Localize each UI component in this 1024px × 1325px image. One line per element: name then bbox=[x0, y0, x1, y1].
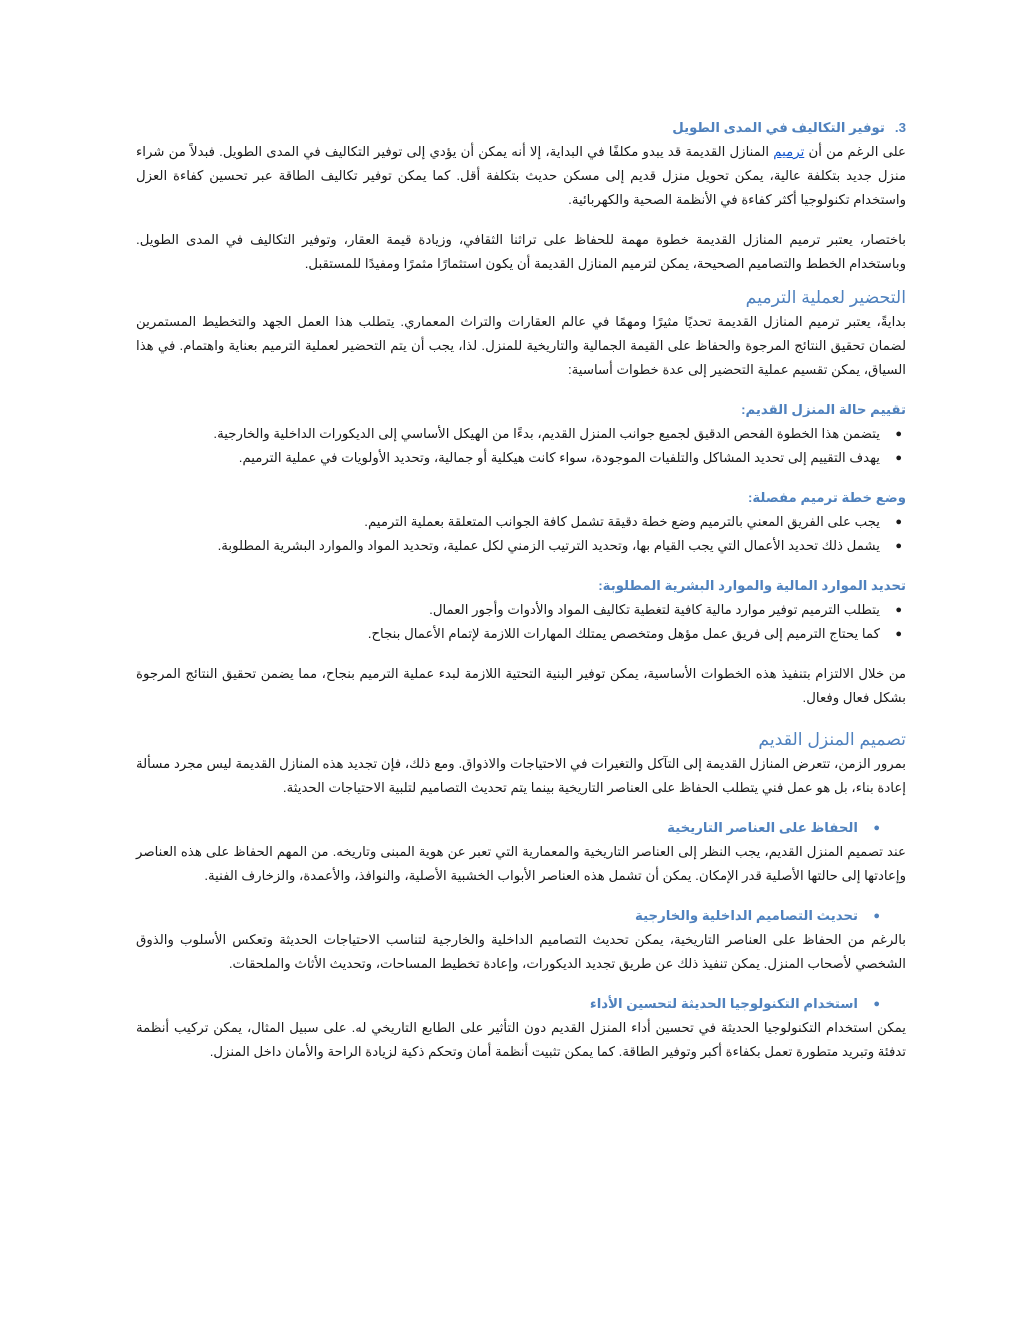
section-3-heading bbox=[136, 116, 906, 140]
bullet-icon: ● bbox=[895, 428, 902, 440]
bullet-icon: ● bbox=[895, 604, 902, 616]
assess-list bbox=[136, 422, 906, 470]
sub2-paragraph: بالرغم من الحفاظ على العناصر التاريخية، يمكن تحديث التصاميم الداخلية والخارجية لتناسب الاحتياجات الحديثة وتعكس الأسلوب والذوق الشخصي لأصحاب المنزل. يمكن تنفيذ ذلك عن طريق تجديد الديكورات، وإعادة تخطيط المساحات، وتحديث الأثاث والملحقات. bbox=[136, 932, 906, 971]
sub2-title: تحديث التصاميم الداخلية والخارجية bbox=[635, 908, 858, 923]
resources-list bbox=[136, 598, 906, 646]
bullet-icon: ● bbox=[895, 452, 902, 464]
list-item-text: يجب على الفريق المعني بالترميم وضع خطة دقيقة تشمل كافة الجوانب المتعلقة بعملية الترميم. bbox=[364, 514, 880, 529]
list-item-text: يهدف التقييم إلى تحديد المشاكل والتلفيات الموجودة، سواء كانت هيكلية أو جمالية، وتحديد الأولويات في عملية الترميم. bbox=[238, 450, 880, 465]
bullet-icon: ● bbox=[895, 540, 902, 552]
sub1-title: الحفاظ على العناصر التاريخية bbox=[667, 820, 858, 835]
list-item bbox=[136, 534, 902, 558]
sub3-heading bbox=[136, 992, 906, 1016]
sub3-title: استخدام التكنولوجيا الحديثة لتحسين الأداء bbox=[589, 996, 858, 1011]
resources-title: تحديد الموارد المالية والموارد البشرية المطلوبة: bbox=[598, 578, 906, 593]
section-3-number: 3. bbox=[894, 120, 906, 135]
prep-intro: بدايةً، يعتبر ترميم المنازل القديمة تحديًا مثيرًا ومهمًا في عالم العقارات والتراث المعماري. يتطلب هذا العمل الجهد والتخطيط المستمرين لضمان تحقيق النتائج المرجوة والحفاظ على القيمة الجمالية والتاريخية للمنزل. لذا، يجب أن يتم التحضير لعملية الترميم بعناية واهتمام. في هذا السياق، يمكن تقسيم عملية التحضير إلى عدة خطوات أساسية: bbox=[136, 314, 906, 377]
sub3-paragraph: يمكن استخدام التكنولوجيا الحديثة في تحسين أداء المنزل القديم دون التأثير على الطابع التاريخي له. على سبيل المثال، يمكن تركيب أنظمة تدفئة وتبريد متطورة تعمل بكفاءة أكبر وتوفير الطاقة. كما يمكن تثبيت أنظمة أمان وتحكم ذكية لزيادة الراحة والأمان داخل المنزل. bbox=[136, 1020, 906, 1059]
assess-title: تقييم حالة المنزل القديم: bbox=[741, 402, 906, 417]
paragraph-text: المنازل القديمة قد يبدو مكلفًا في البداية، إلا أنه يمكن أن يؤدي إلى توفير التكاليف في المدى الطويل. فبدلاً من شراء منزل جديد بتكلفة عالية، يمكن تحويل منزل قديم إلى مسكن حديث بتكلفة أقل. كما يمكن توفير تكاليف الطاقة عبر تحسين كفاءة العزل واستخدام تكنولوجيا أكثر كفاءة في الأنظمة الصحية والكهربائية. bbox=[136, 144, 906, 207]
list-item bbox=[136, 622, 902, 646]
summary-paragraph: باختصار، يعتبر ترميم المنازل القديمة خطوة مهمة للحفاظ على تراثنا الثقافي، وزيادة قيمة العقار، وتوفير التكاليف في المدى الطويل. وباستخدام الخطط والتصاميم الصحيحة، يمكن لترميم المنازل القديمة أن يكون استثمارًا مثمرًا ومفيدًا للمستقبل. bbox=[136, 232, 906, 271]
sub1-paragraph: عند تصميم المنزل القديم، يجب النظر إلى العناصر التاريخية والمعمارية التي تعبر عن هوية المبنى وتاريخه. من المهم الحفاظ على هذه العناصر وإعادتها إلى حالتها الأصلية قدر الإمكان. يمكن أن تشمل هذه العناصر الأبواب الخشبية الأصلية، والنوافذ، والأعمدة، والزخارف الفنية. bbox=[136, 844, 906, 883]
bullet-icon: ● bbox=[873, 822, 880, 834]
list-item-text: يتطلب الترميم توفير موارد مالية كافية لتغطية تكاليف المواد والأدوات وأجور العمال. bbox=[429, 602, 880, 617]
bullet-icon: ● bbox=[873, 910, 880, 922]
list-item bbox=[136, 422, 902, 446]
design-heading: تصميم المنزل القديم bbox=[758, 729, 906, 749]
plan-list bbox=[136, 510, 906, 558]
list-item-text: كما يحتاج الترميم إلى فريق عمل مؤهل ومتخصص يمتلك المهارات اللازمة لإتمام الأعمال بنجاح. bbox=[367, 626, 880, 641]
restoration-link[interactable]: ترميم bbox=[773, 144, 805, 159]
bullet-icon: ● bbox=[895, 628, 902, 640]
list-item-text: يشمل ذلك تحديد الأعمال التي يجب القيام بها، وتحديد الترتيب الزمني لكل عملية، وتحديد المواد والموارد البشرية المطلوبة. bbox=[217, 538, 880, 553]
prep-heading: التحضير لعملية الترميم bbox=[745, 287, 906, 307]
bullet-icon: ● bbox=[873, 998, 880, 1010]
design-intro: بمرور الزمن، تتعرض المنازل القديمة إلى التآكل والتغيرات في الاحتياجات والاذواق. ومع ذلك، فإن تجديد هذه المنازل القديمة ليس مجرد مسألة إعادة بناء، بل هو عمل فني يتطلب الحفاظ على العناصر التاريخية بينما يتم تحديث التصاميم لتلبية الاحتياجات الحديثة. bbox=[136, 756, 906, 795]
document-page bbox=[136, 116, 906, 1064]
section-3-paragraph bbox=[136, 140, 906, 212]
list-item bbox=[136, 598, 902, 622]
list-item bbox=[136, 446, 902, 470]
plan-title: وضع خطة ترميم مفصلة: bbox=[747, 490, 906, 505]
sub2-heading bbox=[136, 904, 906, 928]
bullet-icon: ● bbox=[895, 516, 902, 528]
paragraph-text: على الرغم من أن bbox=[804, 144, 906, 159]
section-3-title: توفير التكاليف في المدى الطويل bbox=[672, 120, 885, 135]
prep-closing: من خلال الالتزام بتنفيذ هذه الخطوات الأساسية، يمكن توفير البنية التحتية اللازمة لبدء عملية الترميم بنجاح، مما يضمن تحقيق النتائج المرجوة بشكل فعال وفعال. bbox=[136, 666, 906, 705]
sub1-heading bbox=[136, 816, 906, 840]
list-item-text: يتضمن هذا الخطوة الفحص الدقيق لجميع جوانب المنزل القديم، بدءًا من الهيكل الأساسي إلى الديكورات الداخلية والخارجية. bbox=[213, 426, 880, 441]
list-item bbox=[136, 510, 902, 534]
